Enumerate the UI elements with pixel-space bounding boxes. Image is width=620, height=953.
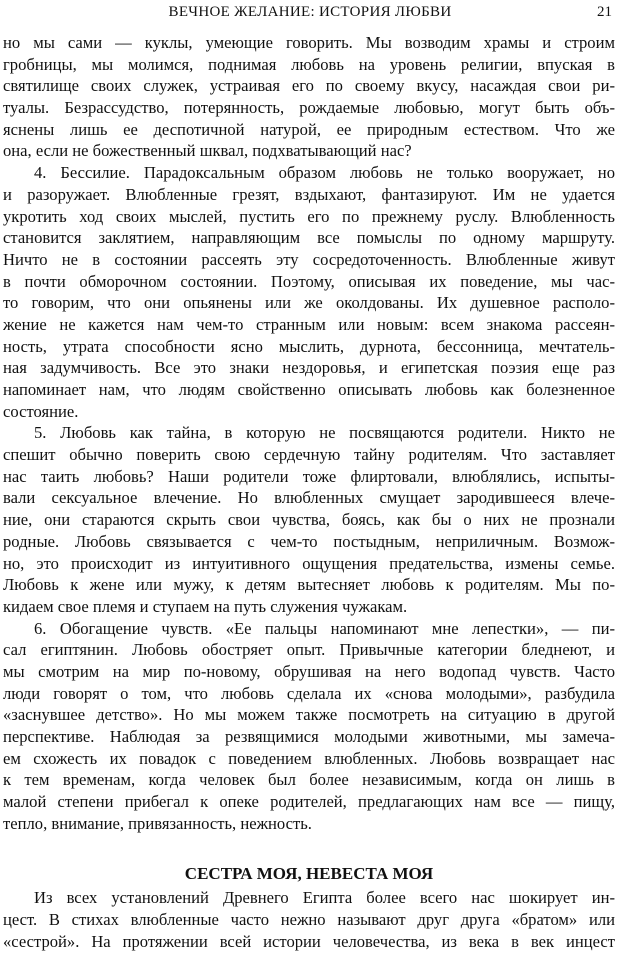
text-line: ность, утрата способности ясно мыслить, дурнота, бессонница, мечтатель- xyxy=(3,336,615,356)
section-heading: СЕСТРА МОЯ, НЕВЕСТА МОЯ xyxy=(184,864,434,884)
text-line: яснены лишь ее деспотичной натурой, ее природным естеством. Что же xyxy=(3,119,615,139)
paragraph xyxy=(3,162,615,422)
text-line: спешит обычно поверить свою сердечную тайну родителям. Что заставляет xyxy=(3,445,615,465)
body-text xyxy=(3,32,615,953)
page-number: 21 xyxy=(597,4,612,20)
text-line: кидаем свое племя и ступаем на путь служения чужакам. xyxy=(3,596,408,616)
text-line: «заснувшее детство». Но мы можем также посмотреть на ситуацию в другой xyxy=(3,705,615,725)
text-line: перспективе. Наблюдая за резвящимися молодыми животными, мы замеча- xyxy=(3,727,615,746)
text-line: цест. В стихах влюбленные часто нежно называют друг друга «братом» или xyxy=(3,910,615,930)
text-line: нас таить любовь? Наши родители тоже флиртовали, влюблялись, испыты- xyxy=(3,466,615,486)
section-spacer xyxy=(3,834,615,863)
text-line: то говорим, что они опьянены или же околдованы. Их душевное располо- xyxy=(3,293,615,313)
text-line: но, это происходит из интуитивного ощущения предательства, измены семье. xyxy=(3,553,615,573)
running-header xyxy=(0,0,620,26)
text-line: состояние. xyxy=(3,401,79,421)
text-line: в почти обморочном состоянии. Поэтому, описывая их поведение, мы час- xyxy=(3,271,615,291)
text-line: ем схожесть их повадок с поведением влюбленных. Любовь возвращает нас xyxy=(3,748,615,768)
running-title: ВЕЧНОЕ ЖЕЛАНИЕ: ИСТОРИЯ ЛЮБВИ xyxy=(168,4,452,20)
text-line: 6. Обогащение чувств. «Ее пальцы напоминают мне лепестки», — пи- xyxy=(34,618,615,638)
text-line: и разоружает. Влюбленные грезят, вздыхают, фантазируют. Им не удается xyxy=(3,184,615,204)
text-line: святилище своих служек, устраивая его по своему вкусу, насаждая свои ри- xyxy=(3,76,615,96)
text-line: 4. Бессилие. Парадоксальным образом любовь не только вооружает, но xyxy=(34,163,615,183)
text-line: гробницы, мы молимся, поднимая любовь на уровень религии, впуская в xyxy=(3,54,615,74)
text-line: ная задумчивость. Все это знаки нездоровья, и египетская поэзия еще раз xyxy=(3,358,615,378)
text-line: к тем временам, когда человек был более независимым, когда он лишь в xyxy=(3,770,615,790)
text-line: малой степени прибегал к опеке родителей, предлагающих нам все — пищу, xyxy=(3,792,615,812)
paragraph xyxy=(3,887,615,952)
text-line: но мы сами — куклы, умеющие говорить. Мы возводим храмы и строим xyxy=(3,33,615,52)
text-line: ние, они стараются скрыть свои чувства, боясь, как бы о них не прознали xyxy=(3,510,615,530)
text-line: родные. Любовь связывается с чем-то постыдным, неприличным. Возмож- xyxy=(3,531,615,551)
text-line: она, если не божественный шквал, подхватывающий нас? xyxy=(3,141,412,161)
text-line: Любовь к жене или мужу, к детям вытесняет любовь к родителям. Мы по- xyxy=(3,575,615,595)
text-line: вали сексуальное влечение. Но влюбленных смущает зародившееся влече- xyxy=(3,488,615,508)
paragraph xyxy=(3,32,615,162)
text-line: мы смотрим на мир по-новому, обрушивая на него водопад чувств. Часто xyxy=(3,661,615,681)
text-line: туалы. Безрассудство, потерянность, рождаемые любовью, могут быть объ- xyxy=(3,98,615,118)
text-line: напоминает нам, что людям свойственно описывать любовь как болезненное xyxy=(3,380,615,399)
text-line: Из всех установлений Древнего Египта более всего нас шокирует ин- xyxy=(34,888,615,908)
text-line: люди говорят о том, что любовь сделала их «снова молодыми», разбудила xyxy=(3,683,615,703)
text-line: 5. Любовь как тайна, в которую не посвящаются родители. Никто не xyxy=(34,423,615,443)
text-line: «сестрой». На протяжении всей истории человечества, из века в век инцест xyxy=(3,931,615,951)
text-line: сал египтянин. Любовь обостряет опыт. Привычные категории бледнеют, и xyxy=(3,640,615,660)
text-line: становится заклятием, направляющим все помыслы по одному маршруту. xyxy=(3,228,615,248)
text-line: тепло, внимание, привязанность, нежность. xyxy=(3,813,312,833)
text-line: Ничто не в состоянии рассеять эту сосредоточенность. Влюбленные живут xyxy=(3,249,615,269)
text-line: укротить ход своих мыслей, пустить его по прежнему руслу. Влюбленность xyxy=(3,206,615,226)
text-line: жение не кажется нам чем-то странным или новым: всем знакома рассеян- xyxy=(3,314,615,334)
paragraph xyxy=(3,618,615,835)
paragraph xyxy=(3,422,615,617)
